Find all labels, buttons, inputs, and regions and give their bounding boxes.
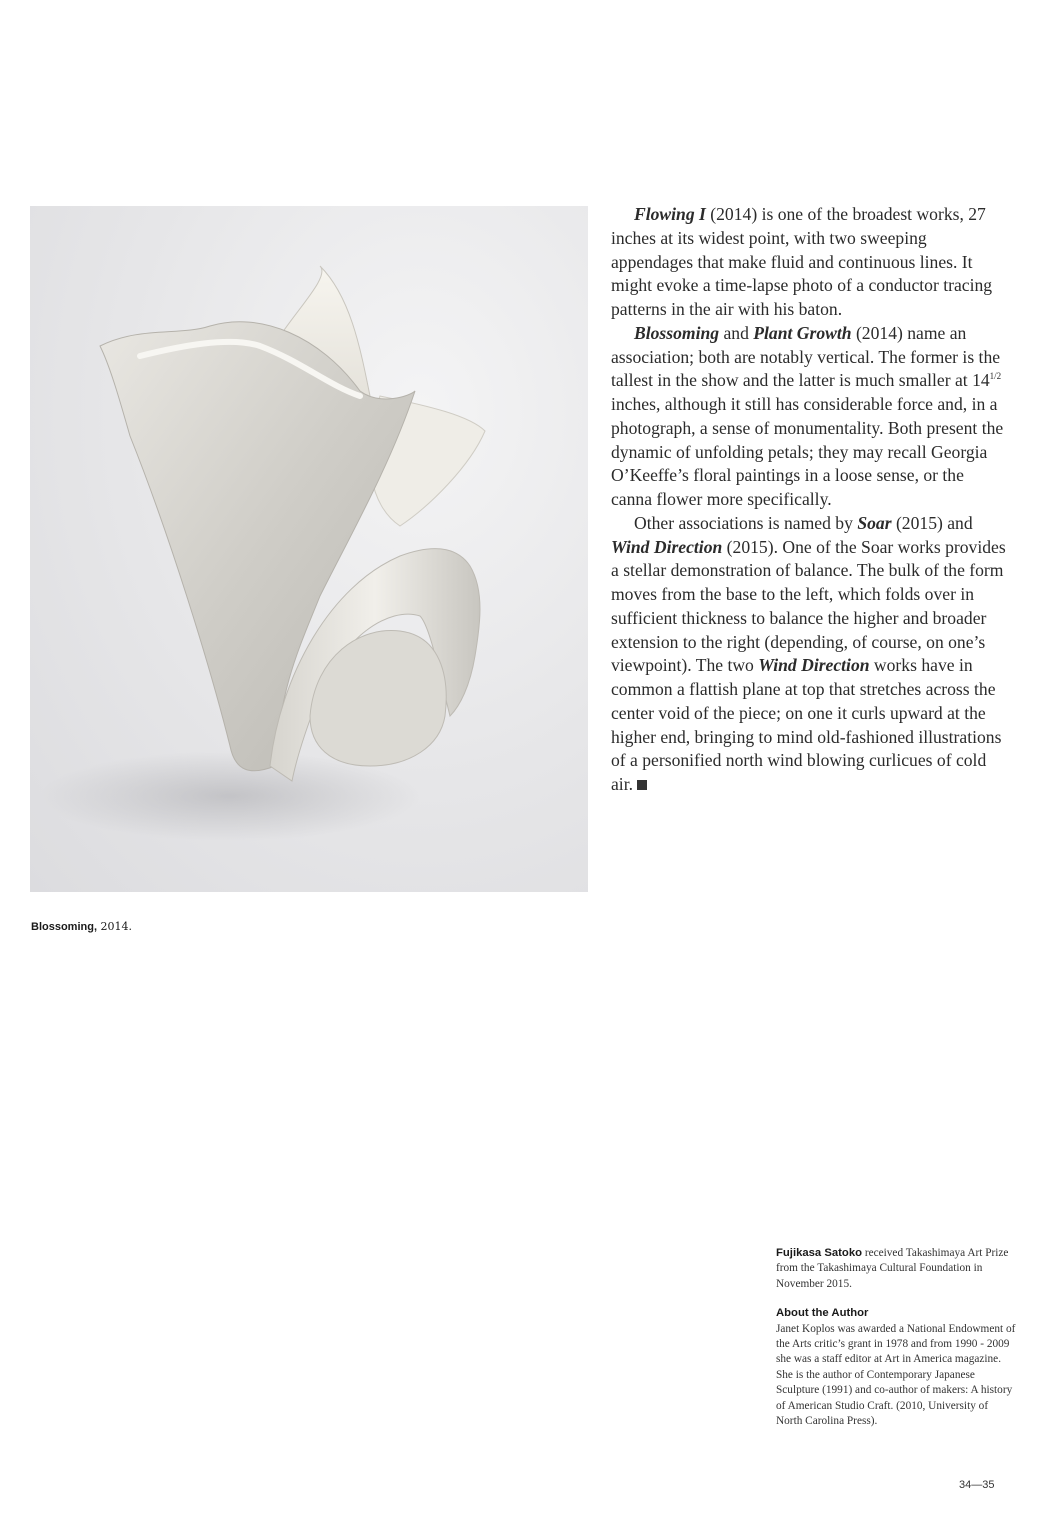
artist-note-text: received Takashimaya Art Prize from the Takashimaya Cultural Foundation in November 2015. [776,1247,1009,1290]
text-run: inches, although it still has considerable force and, in a photograph, a sense of monumentality. Both present the dynamic of unfolding petals; they may recall Georgia O’Keeffe’s floral paintings in a loose sense, or the canna flower more specifically. [611,394,1004,509]
text-run: works have in common a flattish plane at top that stretches across the center void of the piece; on one it curls upward at the higher end, bringing to mind old-fashioned illustrations of a personified north wind blowing curlicues of cold air. [611,655,1002,794]
sidebar-notes [776,1246,1016,1429]
work-title: Soar [857,512,892,533]
photo-caption [31,920,132,933]
work-title: Flowing I [634,204,706,224]
about-author-heading: About the Author [776,1307,869,1320]
caption-year: 2014. [100,920,133,933]
text-run: (2015) and [891,512,973,533]
sculpture-photo [30,206,588,892]
text-run: and [719,322,754,343]
page-numbers: 34—35 [959,1479,995,1491]
sculpture-illustration [30,206,588,892]
artist-name: Fujikasa Satoko [776,1247,863,1259]
work-title: Blossoming [634,322,720,343]
end-of-article-icon [637,780,647,790]
work-title: Wind Direction [758,655,870,676]
text-run: (2015). One of the Soar works provides a stellar demonstration of balance. The bulk of the form moves from the base to the left, which folds over in sufficient thickness to balance the higher and broader extension to the right (depending, of course, on one’s viewpoint). The two [611,536,1006,676]
article-paragraph [611,203,1006,322]
article-body [611,203,1006,797]
article-paragraph [611,322,1006,512]
article-paragraph [611,512,1006,797]
work-title: Wind Direction [611,536,723,557]
work-title: Plant Growth [753,322,852,343]
artist-note [776,1246,1016,1292]
fraction: 1/2 [989,371,1002,382]
text-run: (2014) name an association; both are notably vertical. The former is the tallest in the show and the latter is much smaller at 14 [611,322,1001,391]
caption-title: Blossoming, [31,921,98,933]
text-run: (2014) is one of the broadest works, 27 inches at its widest point, with two sweeping appendages that make fluid and continuous lines. It might evoke a time-lapse photo of a conductor tracing patterns in the air with his baton. [611,204,993,319]
about-author-text: Janet Koplos was awarded a National Endowment of the Arts critic’s grant in 1978 and from 1990 - 2009 she was a staff editor at Art in America magazine. She is the author of Contemporary Japanese Sculpture (1991) and co-author of makers: A history of American Studio Craft. (2010, University of North Carolina Press). [776,1322,1016,1428]
text-run: Other associations is named by [634,512,858,533]
